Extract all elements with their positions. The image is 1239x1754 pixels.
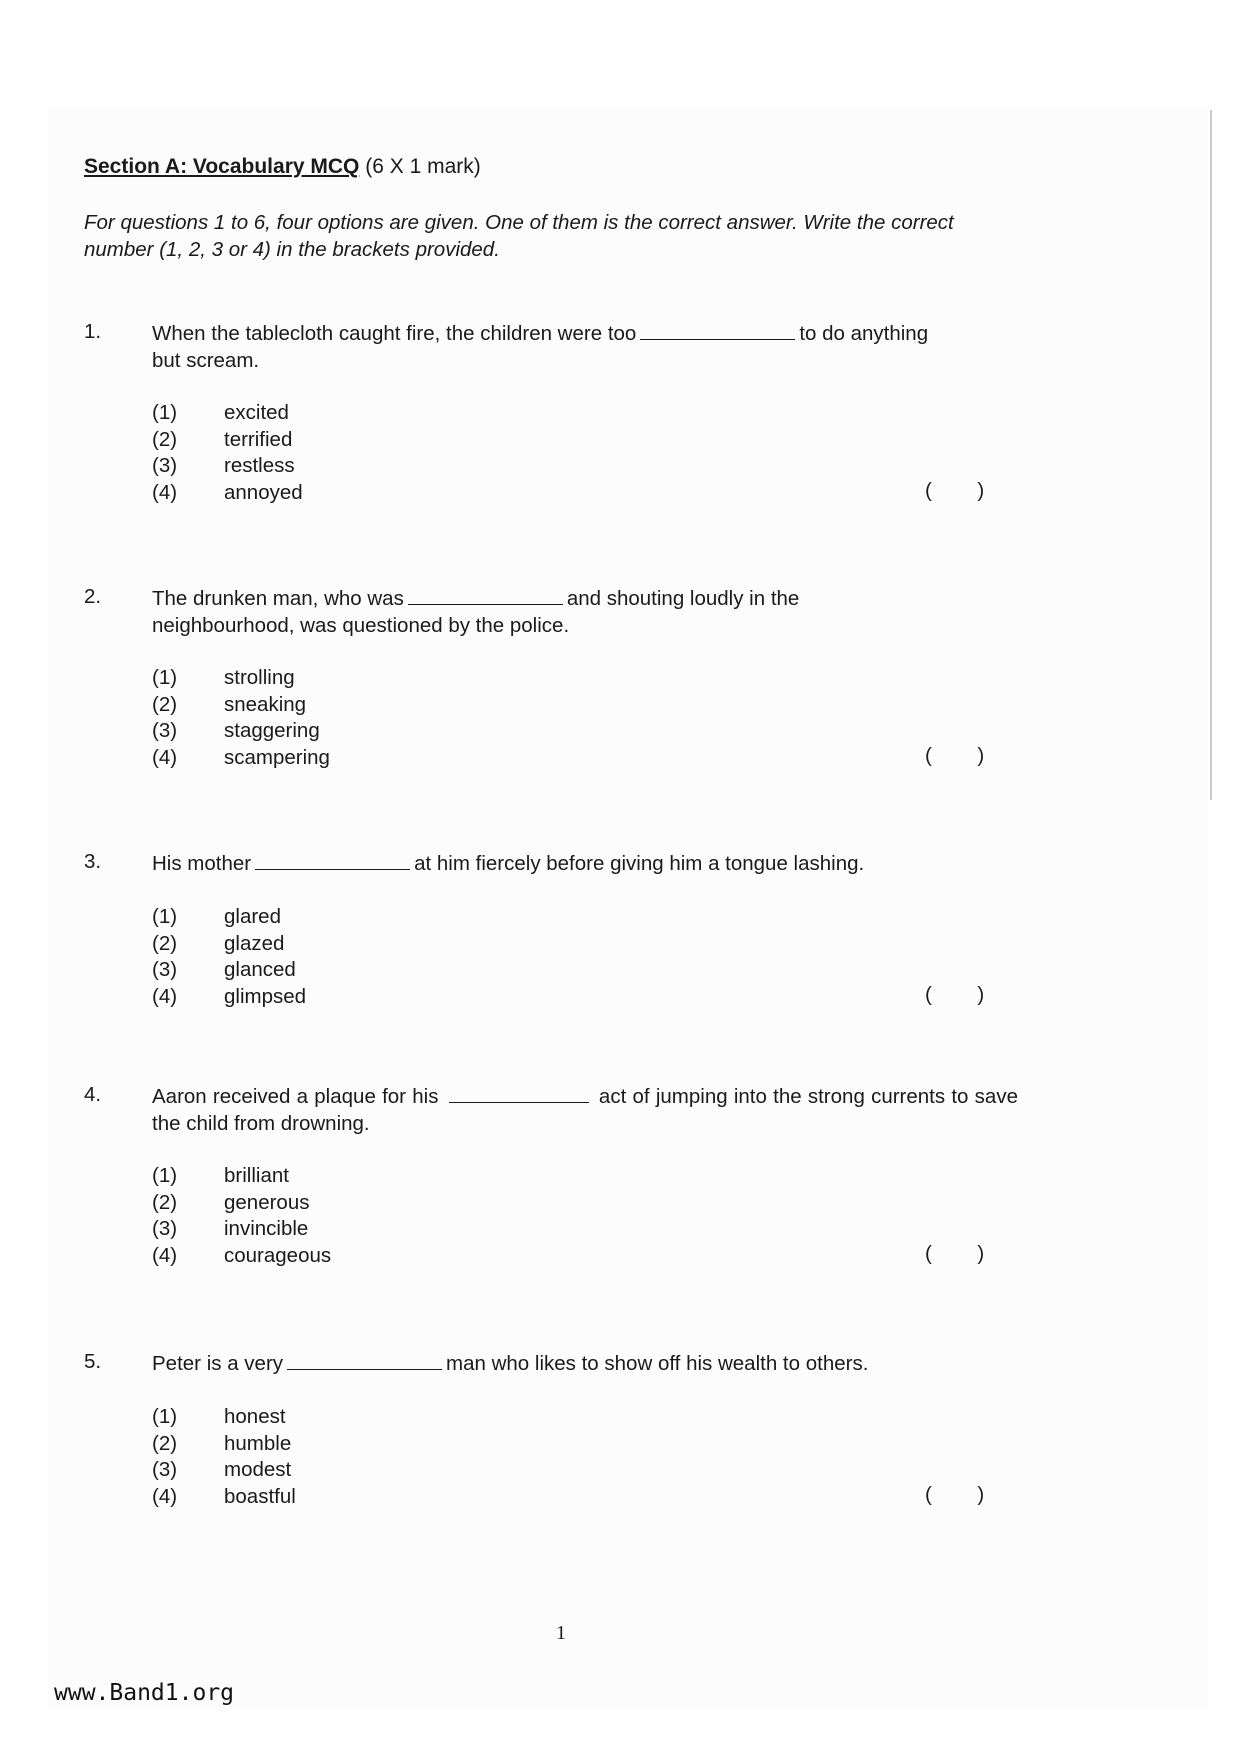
question-text <box>152 1350 1052 1377</box>
option-text: staggering <box>224 719 320 742</box>
option-number: (3) <box>152 1217 178 1240</box>
option-text: glanced <box>224 958 296 981</box>
option-text: annoyed <box>224 480 303 504</box>
question-number: 3. <box>84 850 102 873</box>
answer-blank <box>408 586 563 605</box>
footer-url[interactable]: www.Band1.org <box>54 1680 235 1706</box>
question-text <box>152 850 1032 877</box>
option-number: (1) <box>152 1405 178 1428</box>
answer-bracket[interactable]: ( ) <box>925 1242 985 1265</box>
question-3 <box>0 850 1239 1050</box>
option-item <box>152 427 303 454</box>
option-text: sneaking <box>224 692 307 716</box>
option-number: (1) <box>152 401 178 424</box>
option-item <box>152 692 330 719</box>
question-text-before: Peter is a very <box>152 1352 284 1375</box>
answer-blank <box>255 851 410 870</box>
question-text-before: The drunken man, who was <box>152 587 404 610</box>
option-text: honest <box>224 1405 286 1428</box>
option-number: (4) <box>152 1484 178 1508</box>
answer-bracket[interactable]: ( ) <box>925 983 985 1006</box>
question-2 <box>0 585 1239 785</box>
question-text <box>152 1083 1018 1137</box>
option-text: generous <box>224 1190 310 1214</box>
option-number: (4) <box>152 1243 178 1267</box>
option-text: strolling <box>224 666 295 689</box>
option-item <box>152 665 330 692</box>
option-number: (2) <box>152 692 178 716</box>
option-number: (1) <box>152 905 178 928</box>
option-text: terrified <box>224 427 293 451</box>
option-text: scampering <box>224 745 330 769</box>
option-item <box>152 984 306 1011</box>
option-number: (4) <box>152 984 178 1008</box>
option-text: glimpsed <box>224 984 307 1008</box>
answer-bracket[interactable]: ( ) <box>925 744 985 767</box>
option-item <box>152 931 306 958</box>
option-item <box>152 718 330 745</box>
option-number: (1) <box>152 666 178 689</box>
option-number: (3) <box>152 958 178 981</box>
question-text-before: When the tablecloth caught fire, the children were too <box>152 322 637 345</box>
question-text <box>152 585 912 639</box>
question-text-after: and shouting loudly in the neighbourhood, was questioned by the police. <box>152 587 800 637</box>
option-item <box>152 1243 331 1270</box>
option-number: (3) <box>152 454 178 477</box>
option-item <box>152 1431 296 1458</box>
option-number: (1) <box>152 1164 178 1187</box>
option-number: (3) <box>152 719 178 742</box>
option-number: (4) <box>152 480 178 504</box>
answer-blank <box>287 1351 442 1370</box>
section-title: Section A: Vocabulary MCQ <box>84 155 360 178</box>
question-number: 2. <box>84 585 102 608</box>
option-text: glared <box>224 905 281 928</box>
question-text-after: man who likes to show off his wealth to others. <box>446 1352 869 1375</box>
option-item <box>152 745 330 772</box>
instructions: For questions 1 to 6, four options are given. One of them is the correct answer. Write the correct number (1, 2, 3 or 4) in the brackets provided. <box>84 211 954 261</box>
option-item <box>152 400 303 427</box>
answer-blank <box>449 1084 589 1103</box>
option-text: modest <box>224 1458 292 1481</box>
option-number: (2) <box>152 427 178 451</box>
option-text: glazed <box>224 931 285 955</box>
option-text: courageous <box>224 1243 332 1267</box>
option-number: (2) <box>152 931 178 955</box>
answer-blank <box>640 321 795 340</box>
question-5 <box>0 1350 1239 1550</box>
options-list <box>152 665 330 771</box>
option-number: (2) <box>152 1431 178 1455</box>
option-item <box>152 1484 296 1511</box>
options-list <box>152 904 306 1010</box>
option-number: (3) <box>152 1458 178 1481</box>
option-number: (4) <box>152 745 178 769</box>
option-item <box>152 957 306 984</box>
question-number: 4. <box>84 1083 102 1106</box>
option-text: restless <box>224 454 295 477</box>
option-item <box>152 904 306 931</box>
question-number: 1. <box>84 320 102 343</box>
option-item <box>152 1190 331 1217</box>
options-list <box>152 1404 296 1510</box>
option-item <box>152 480 303 507</box>
option-item <box>152 1404 296 1431</box>
question-text-before: Aaron received a plaque for his <box>152 1085 439 1108</box>
options-list <box>152 400 303 506</box>
option-item <box>152 453 303 480</box>
answer-bracket[interactable]: ( ) <box>925 479 985 502</box>
option-text: humble <box>224 1431 292 1455</box>
option-item <box>152 1457 296 1484</box>
question-1 <box>0 320 1239 520</box>
question-text-after: to do anything but scream. <box>152 322 929 372</box>
question-number: 5. <box>84 1350 102 1373</box>
question-text <box>152 320 942 374</box>
option-number: (2) <box>152 1190 178 1214</box>
answer-bracket[interactable]: ( ) <box>925 1483 985 1506</box>
option-text: brilliant <box>224 1164 289 1187</box>
page-number: 1 <box>556 1622 566 1644</box>
section-marks: (6 X 1 mark) <box>365 155 481 178</box>
question-text-after: act of jumping into the strong currents to save the child from drowning. <box>152 1085 1018 1135</box>
option-item <box>152 1163 331 1190</box>
option-text: boastful <box>224 1484 296 1508</box>
options-list <box>152 1163 331 1269</box>
question-text-after: at him fiercely before giving him a tongue lashing. <box>414 852 865 875</box>
option-text: excited <box>224 401 289 424</box>
option-text: invincible <box>224 1217 309 1240</box>
question-text-before: His mother <box>152 852 252 875</box>
option-item <box>152 1216 331 1243</box>
question-4 <box>0 1083 1239 1283</box>
section-heading <box>84 155 481 179</box>
